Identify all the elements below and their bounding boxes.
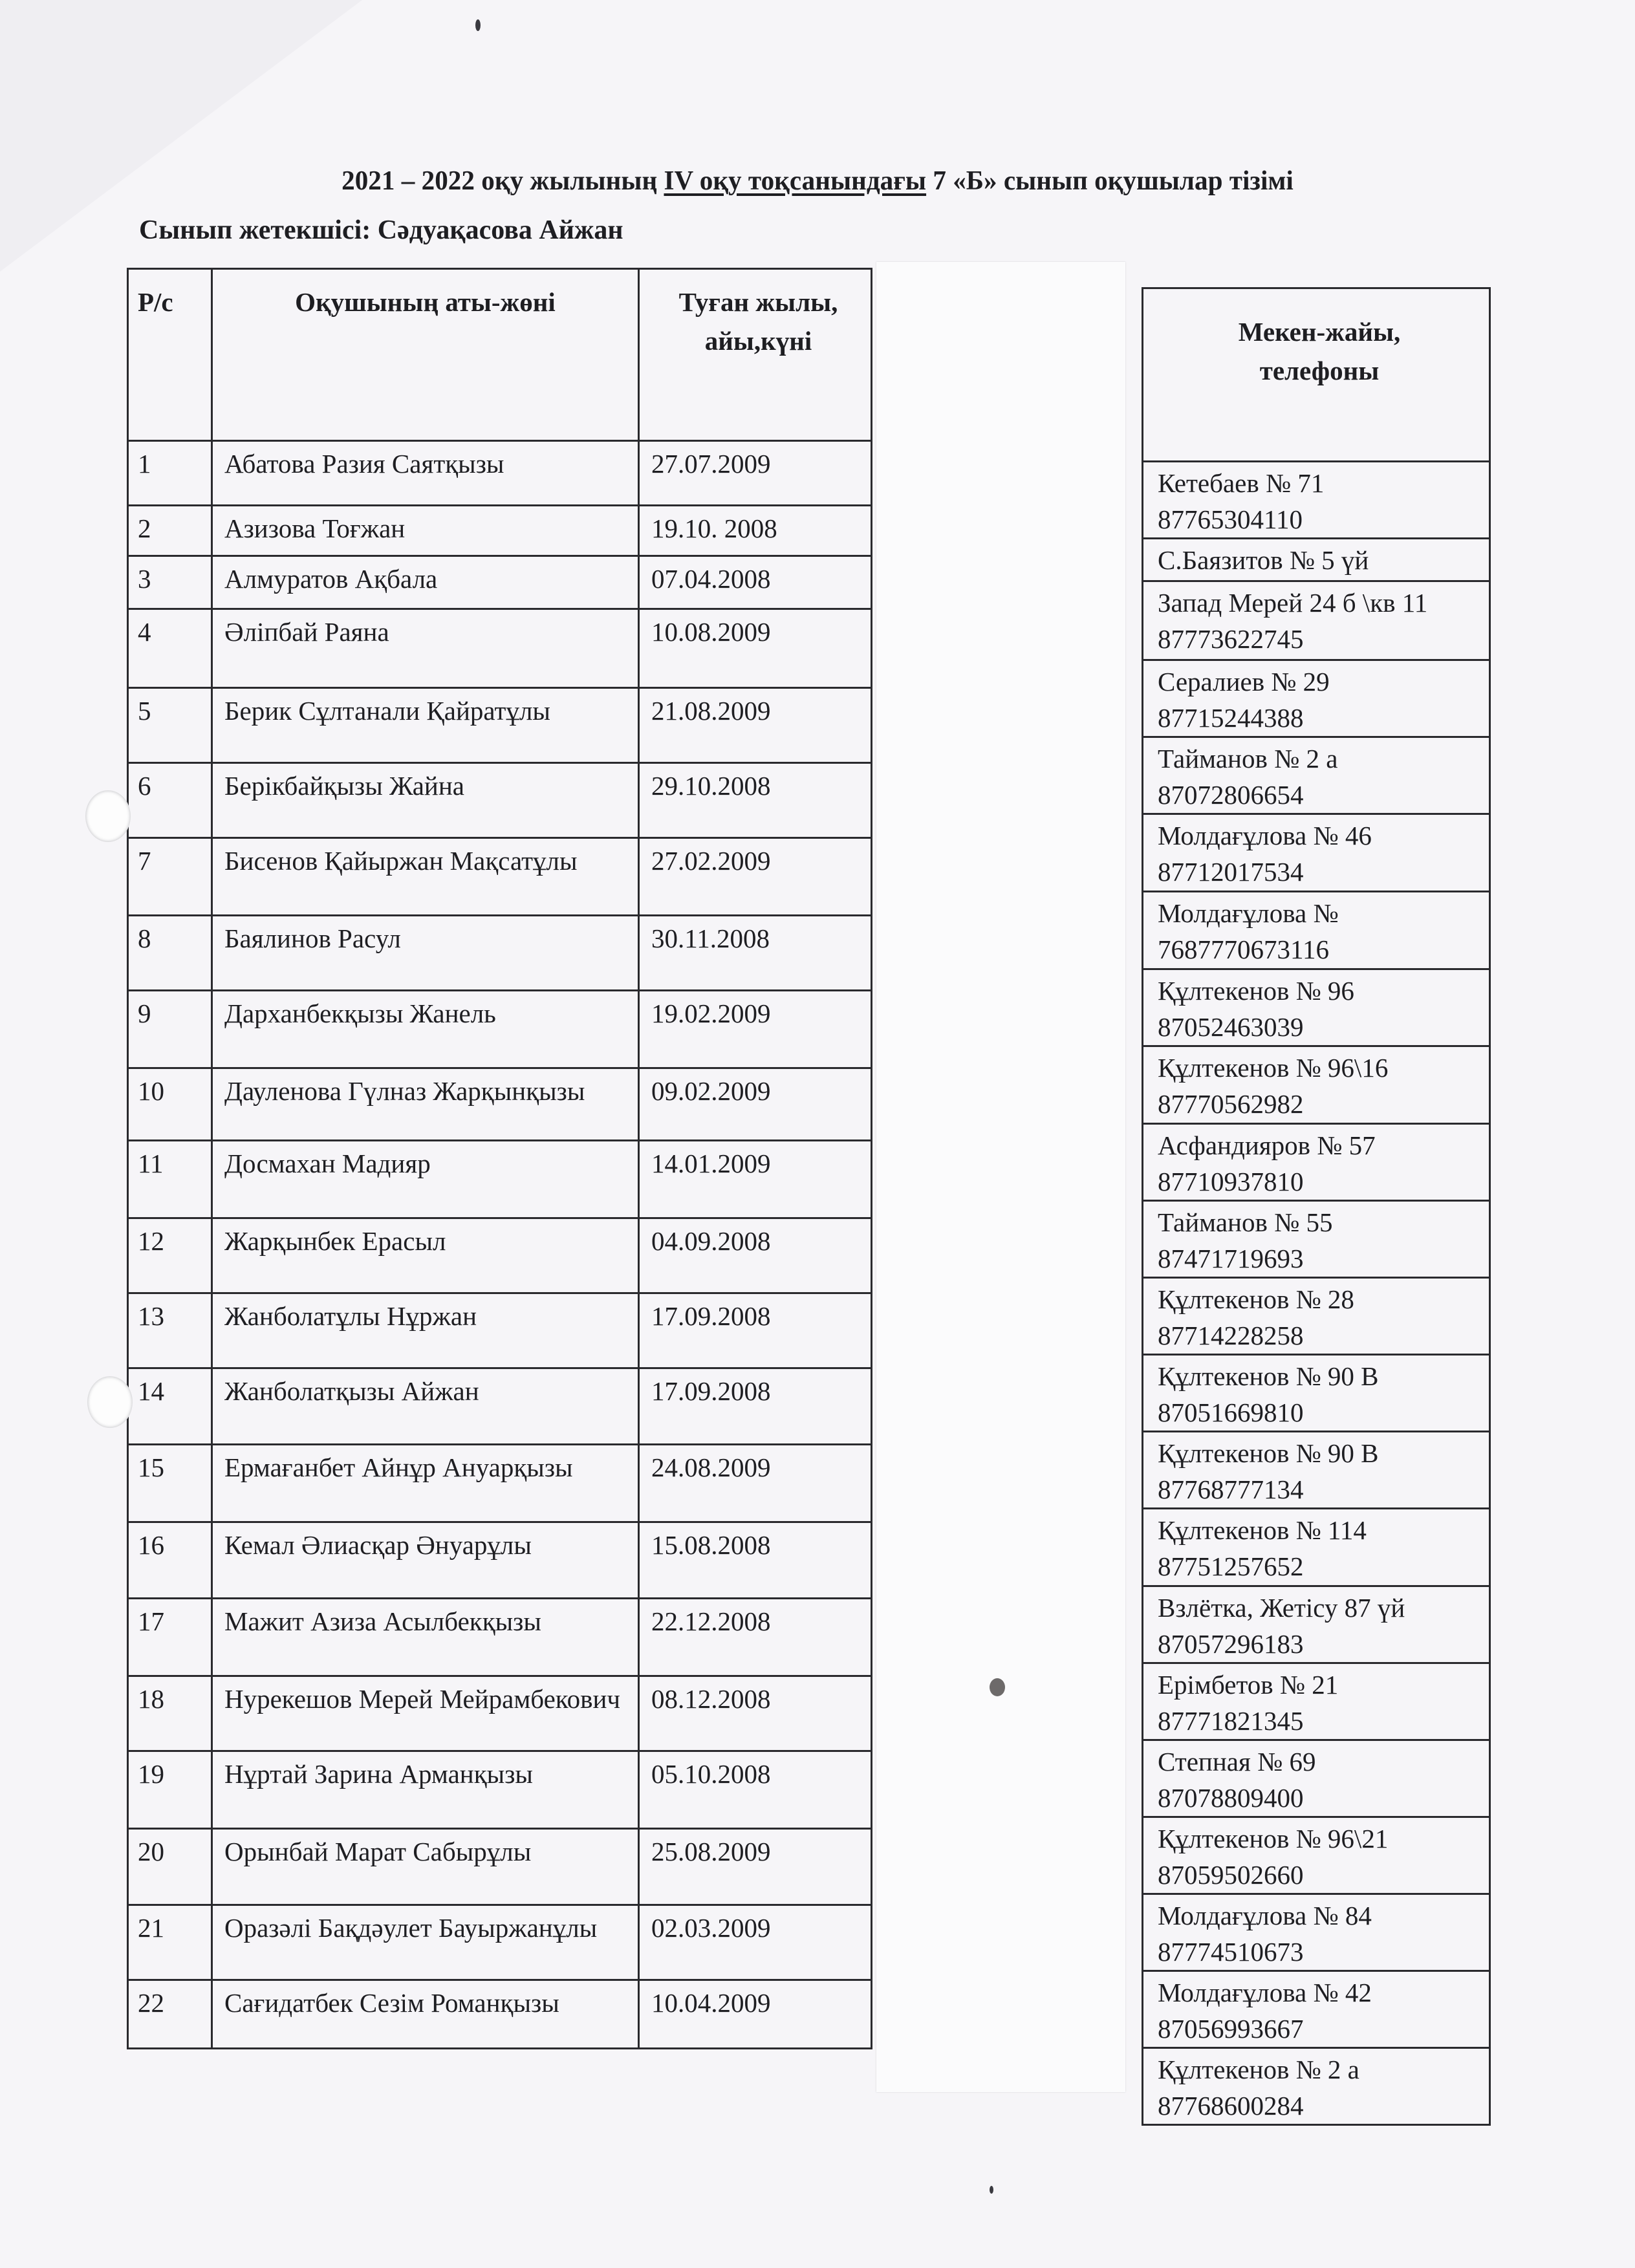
address-cell (1143, 892, 1490, 969)
student-name: Нурекешов Мерей Мейрамбекович (212, 1676, 639, 1751)
phone-number: 87715244388 (1158, 703, 1304, 733)
phone-number: 87059502660 (1158, 1860, 1304, 1890)
address-header-row (1143, 288, 1490, 462)
row-num: 22 (128, 1980, 212, 2049)
address-row (1143, 1817, 1490, 1894)
student-name: Алмуратов Ақбала (212, 556, 639, 609)
row-num: 19 (128, 1751, 212, 1829)
birth-date: 10.08.2009 (639, 609, 872, 688)
student-row (128, 1293, 872, 1368)
row-num: 20 (128, 1829, 212, 1905)
student-row (128, 1829, 872, 1905)
student-name: Баялинов Расул (212, 916, 639, 991)
title-suffix: 7 «Б» сынып оқушылар тізімі (926, 166, 1294, 196)
birth-date: 14.01.2009 (639, 1141, 872, 1218)
birth-date: 09.02.2009 (639, 1068, 872, 1141)
birth-date: 24.08.2009 (639, 1445, 872, 1522)
birth-date: 05.10.2008 (639, 1751, 872, 1829)
birth-date: 19.02.2009 (639, 991, 872, 1068)
row-num: 11 (128, 1141, 212, 1218)
row-num: 10 (128, 1068, 212, 1141)
header-address: Мекен-жайы, телефоны (1143, 288, 1490, 462)
class-teacher-line: Сынып жетекшісі: Сәдуақасова Айжан (139, 215, 623, 245)
row-num: 2 (128, 506, 212, 556)
address-cell (1143, 1432, 1490, 1509)
punch-hole (85, 790, 131, 842)
address-row (1143, 539, 1490, 581)
paper-patch (876, 262, 1125, 2092)
phone-number: 87774510673 (1158, 1937, 1304, 1967)
student-name: Жанболатұлы Нұржан (212, 1293, 639, 1368)
header-birth: Туған жылы, айы,күні (639, 269, 872, 441)
student-row (128, 1368, 872, 1445)
header-row (128, 269, 872, 441)
address-cell (1143, 969, 1490, 1046)
student-name: Сағидатбек Сезім Романқызы (212, 1980, 639, 2049)
student-name: Кемал Әлиасқар Әнуарұлы (212, 1522, 639, 1599)
address-row (1143, 462, 1490, 539)
birth-date: 25.08.2009 (639, 1829, 872, 1905)
birth-date: 27.07.2009 (639, 441, 872, 506)
address-row (1143, 737, 1490, 814)
student-name: Әліпбай Раяна (212, 609, 639, 688)
row-num: 3 (128, 556, 212, 609)
address-row (1143, 1278, 1490, 1355)
student-name: Жанболатқызы Айжан (212, 1368, 639, 1445)
student-row (128, 991, 872, 1068)
student-name: Оразәлі Бақдәулет Бауыржанұлы (212, 1905, 639, 1980)
address-text: Кетебаев № 71 (1158, 468, 1325, 498)
address-cell (1143, 1663, 1490, 1740)
phone-number: 87052463039 (1158, 1012, 1304, 1042)
phone-number: 87057296183 (1158, 1629, 1304, 1659)
address-cell (1143, 539, 1490, 581)
address-row (1143, 1971, 1490, 2048)
header-name: Оқушының аты-жөні (212, 269, 639, 441)
address-cell (1143, 1201, 1490, 1278)
student-table (127, 268, 872, 2049)
address-cell (1143, 1046, 1490, 1124)
phone-number: 87771821345 (1158, 1706, 1304, 1736)
phone-number: 87471719693 (1158, 1244, 1304, 1273)
address-text: Құлтекенов № 28 (1158, 1284, 1354, 1314)
row-num: 12 (128, 1218, 212, 1293)
address-cell (1143, 1740, 1490, 1817)
address-text: С.Баязитов № 5 үй (1158, 545, 1369, 575)
address-cell (1143, 1971, 1490, 2048)
address-cell (1143, 1509, 1490, 1586)
student-name: Берик Сұлтанали Қайратұлы (212, 688, 639, 763)
student-row (128, 1445, 872, 1522)
address-text: Құлтекенов № 96\21 (1158, 1824, 1389, 1853)
birth-date: 22.12.2008 (639, 1599, 872, 1676)
address-cell (1143, 1894, 1490, 1971)
scan-speck (475, 19, 481, 31)
birth-date: 17.09.2008 (639, 1293, 872, 1368)
address-cell (1143, 1586, 1490, 1663)
address-text: Молдағұлова № (1158, 898, 1339, 928)
address-row (1143, 1046, 1490, 1124)
address-text: Құлтекенов № 2 а (1158, 2055, 1359, 2084)
student-row (128, 609, 872, 688)
phone-number: 87770562982 (1158, 1089, 1304, 1119)
address-row (1143, 1509, 1490, 1586)
header-num: Р/с (128, 269, 212, 441)
address-text: Құлтекенов № 90 В (1158, 1438, 1379, 1468)
address-cell (1143, 581, 1490, 660)
title-underlined: IV оқу тоқсанындағы (664, 166, 927, 196)
student-name: Бисенов Қайыржан Мақсатұлы (212, 838, 639, 916)
address-row (1143, 1201, 1490, 1278)
address-text: Ерімбетов № 21 (1158, 1670, 1339, 1700)
phone-number: 87768600284 (1158, 2091, 1304, 2121)
student-row (128, 1980, 872, 2049)
student-name: Берікбайқызы Жайна (212, 763, 639, 838)
address-text: Құлтекенов № 114 (1158, 1515, 1367, 1545)
student-name: Ермағанбет Айнұр Ануарқызы (212, 1445, 639, 1522)
address-row (1143, 660, 1490, 737)
address-text: Тайманов № 2 а (1158, 744, 1338, 773)
phone-number: 87051669810 (1158, 1398, 1304, 1427)
address-row (1143, 969, 1490, 1046)
scan-speck (990, 2186, 993, 2194)
address-text: Молдағұлова № 84 (1158, 1901, 1372, 1930)
address-row (1143, 1432, 1490, 1509)
address-cell (1143, 814, 1490, 892)
birth-date: 17.09.2008 (639, 1368, 872, 1445)
row-num: 16 (128, 1522, 212, 1599)
address-text: Запад Мерей 24 б \кв 11 (1158, 588, 1428, 618)
birth-date: 07.04.2008 (639, 556, 872, 609)
phone-number: 7687770673116 (1158, 934, 1329, 964)
student-name: Нұртай Зарина Арманқызы (212, 1751, 639, 1829)
birth-date: 04.09.2008 (639, 1218, 872, 1293)
phone-number: 87710937810 (1158, 1167, 1304, 1196)
birth-date: 27.02.2009 (639, 838, 872, 916)
phone-number: 87768777134 (1158, 1474, 1304, 1504)
row-num: 17 (128, 1599, 212, 1676)
address-cell (1143, 1278, 1490, 1355)
document-title (16, 166, 1618, 197)
address-cell (1143, 1817, 1490, 1894)
address-cell (1143, 660, 1490, 737)
phone-number: 87714228258 (1158, 1321, 1304, 1350)
address-text: Тайманов № 55 (1158, 1207, 1333, 1237)
student-row (128, 1141, 872, 1218)
address-text: Құлтекенов № 96\16 (1158, 1053, 1389, 1083)
student-row (128, 1751, 872, 1829)
address-text: Асфандияров № 57 (1158, 1130, 1376, 1160)
address-cell (1143, 1355, 1490, 1432)
student-name: Дарханбекқызы Жанель (212, 991, 639, 1068)
birth-date: 10.04.2009 (639, 1980, 872, 2049)
birth-date: 30.11.2008 (639, 916, 872, 991)
title-prefix: 2021 – 2022 оқу жылының (341, 166, 664, 196)
student-row (128, 1068, 872, 1141)
student-row (128, 556, 872, 609)
birth-date: 08.12.2008 (639, 1676, 872, 1751)
student-row (128, 916, 872, 991)
row-num: 1 (128, 441, 212, 506)
student-row (128, 763, 872, 838)
address-row (1143, 1355, 1490, 1432)
birth-date: 19.10. 2008 (639, 506, 872, 556)
phone-number: 87072806654 (1158, 780, 1304, 810)
student-name: Орынбай Марат Сабырұлы (212, 1829, 639, 1905)
address-text: Құлтекенов № 90 В (1158, 1361, 1379, 1391)
row-num: 15 (128, 1445, 212, 1522)
scan-speck (990, 1678, 1005, 1696)
student-row (128, 441, 872, 506)
student-row (128, 1218, 872, 1293)
address-text: Молдағұлова № 46 (1158, 821, 1372, 850)
birth-date: 29.10.2008 (639, 763, 872, 838)
row-num: 7 (128, 838, 212, 916)
student-name: Жарқынбек Ерасыл (212, 1218, 639, 1293)
address-row (1143, 581, 1490, 660)
student-name: Досмахан Мадияр (212, 1141, 639, 1218)
address-text: Құлтекенов № 96 (1158, 976, 1354, 1006)
row-num: 21 (128, 1905, 212, 1980)
student-row (128, 1599, 872, 1676)
address-row (1143, 1663, 1490, 1740)
address-row (1143, 2048, 1490, 2125)
row-num: 13 (128, 1293, 212, 1368)
phone-number: 87078809400 (1158, 1783, 1304, 1813)
row-num: 8 (128, 916, 212, 991)
row-num: 9 (128, 991, 212, 1068)
student-name: Абатова Разия Саятқызы (212, 441, 639, 506)
address-cell (1143, 2048, 1490, 2125)
phone-number: 87056993667 (1158, 2014, 1304, 2044)
address-cell (1143, 462, 1490, 539)
address-text: Сералиев № 29 (1158, 667, 1330, 697)
row-num: 6 (128, 763, 212, 838)
birth-date: 21.08.2009 (639, 688, 872, 763)
address-row (1143, 892, 1490, 969)
student-name: Азизова Тоғжан (212, 506, 639, 556)
student-name: Дауленова Гүлназ Жарқынқызы (212, 1068, 639, 1141)
phone-number: 87712017534 (1158, 857, 1304, 887)
punch-hole (87, 1376, 133, 1428)
row-num: 5 (128, 688, 212, 763)
phone-number: 87773622745 (1158, 624, 1304, 654)
address-cell (1143, 737, 1490, 814)
student-row (128, 1905, 872, 1980)
phone-number: 87765304110 (1158, 504, 1303, 534)
address-row (1143, 1740, 1490, 1817)
student-row (128, 1522, 872, 1599)
row-num: 4 (128, 609, 212, 688)
address-row (1143, 1586, 1490, 1663)
student-row (128, 1676, 872, 1751)
student-row (128, 838, 872, 916)
address-row (1143, 1124, 1490, 1201)
address-text: Молдағұлова № 42 (1158, 1978, 1372, 2007)
address-row (1143, 1894, 1490, 1971)
address-table (1142, 287, 1491, 2126)
phone-number: 87751257652 (1158, 1551, 1304, 1581)
row-num: 14 (128, 1368, 212, 1445)
row-num: 18 (128, 1676, 212, 1751)
address-text: Взлётка, Жетісу 87 үй (1158, 1593, 1405, 1623)
address-text: Степная № 69 (1158, 1747, 1316, 1777)
birth-date: 02.03.2009 (639, 1905, 872, 1980)
student-row (128, 506, 872, 556)
student-name: Мажит Азиза Асылбекқызы (212, 1599, 639, 1676)
address-cell (1143, 1124, 1490, 1201)
birth-date: 15.08.2008 (639, 1522, 872, 1599)
student-row (128, 688, 872, 763)
address-row (1143, 814, 1490, 892)
